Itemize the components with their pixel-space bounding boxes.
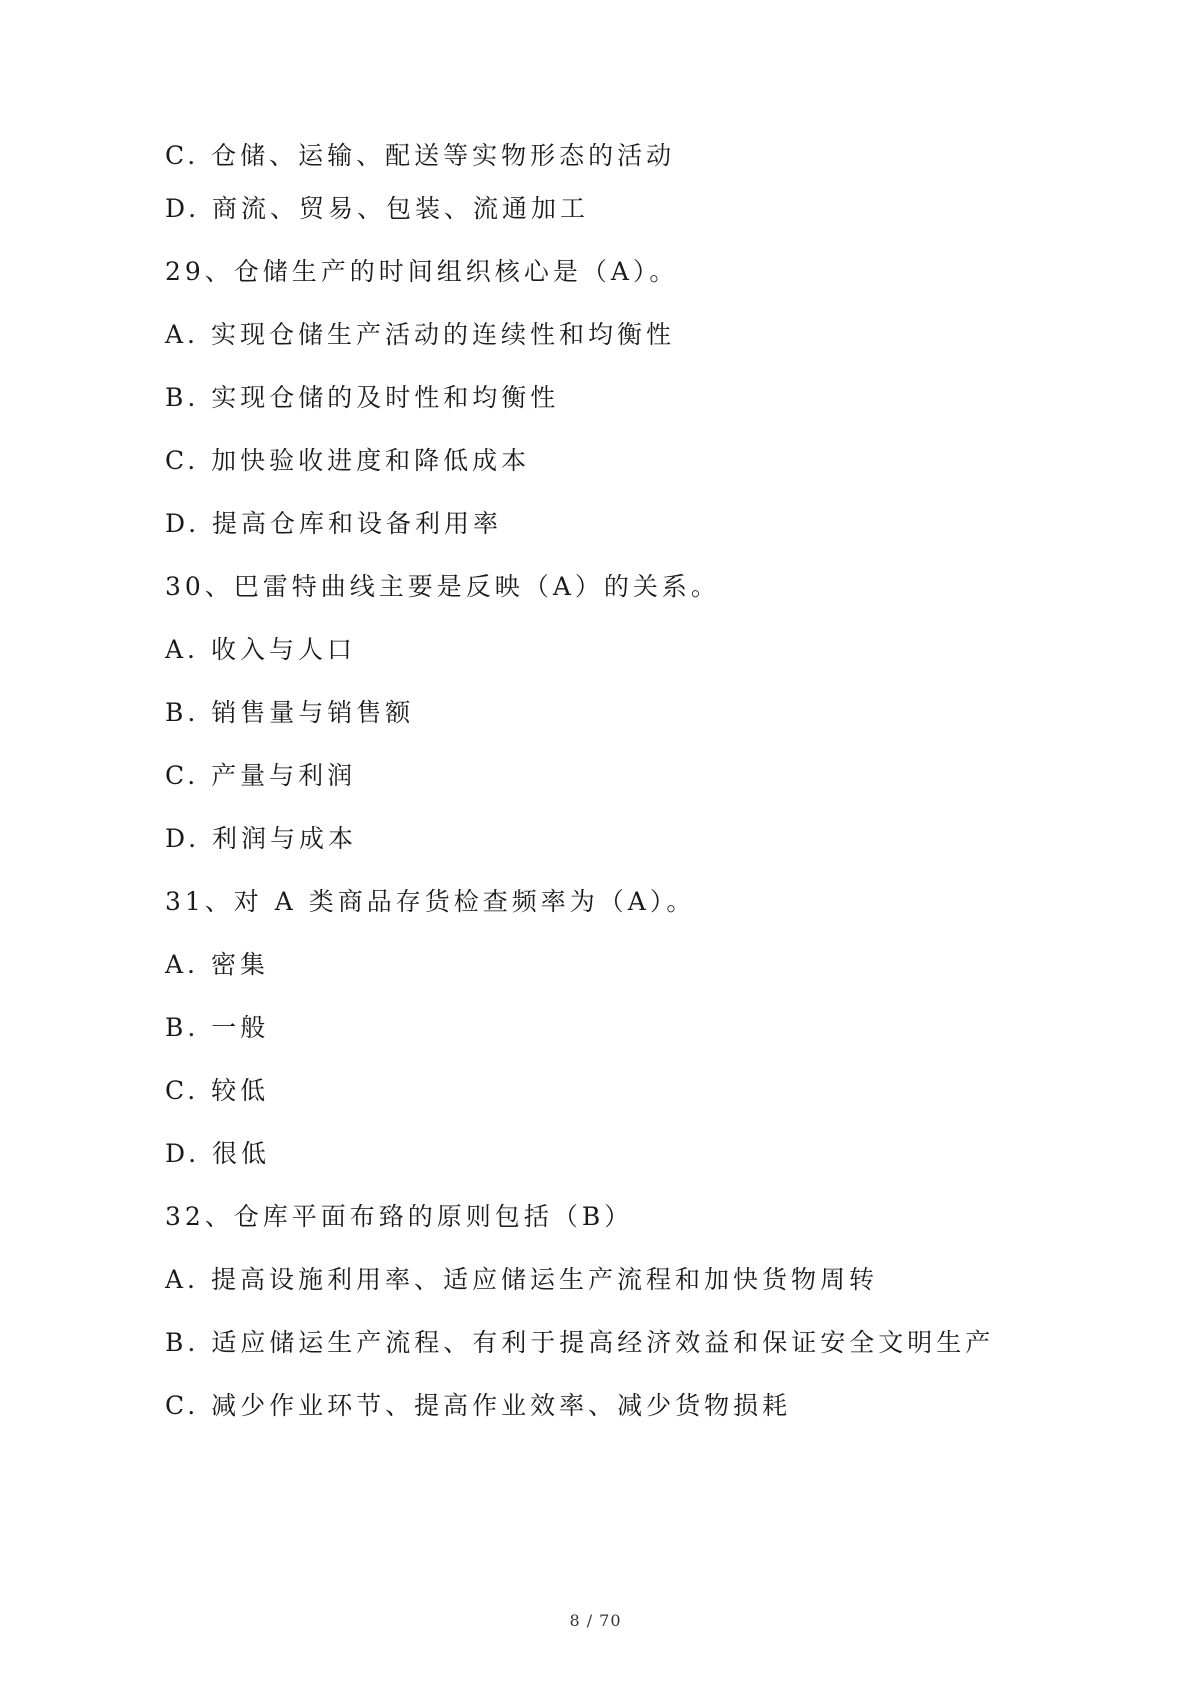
option-d-q30: D. 利润与成本 [165,824,358,853]
option-a-q29: A. 实现仓储生产活动的连续性和均衡性 [165,320,675,349]
option-c-q31: C. 较低 [165,1076,270,1105]
question-32: 32、仓库平面布臵的原则包括（B） [165,1202,634,1231]
option-c-q28: C. 仓储、运输、配送等实物形态的活动 [165,141,676,170]
page-number: 8 / 70 [569,1611,622,1630]
option-b-q30: B. 销售量与销售额 [165,698,415,727]
option-a-q32: A. 提高设施利用率、适应储运生产流程和加快货物周转 [165,1265,878,1294]
question-29: 29、仓储生产的时间组织核心是（A）。 [165,257,679,286]
question-30: 30、巴雷特曲线主要是反映（A）的关系。 [165,572,720,601]
option-d-q28: D. 商流、贸易、包装、流通加工 [165,194,590,223]
option-b-q31: B. 一般 [165,1013,270,1042]
option-b-q29: B. 实现仓储的及时性和均衡性 [165,383,560,412]
option-d-q31: D. 很低 [165,1139,271,1168]
option-b-q32: B. 适应储运生产流程、有利于提高经济效益和保证安全文明生产 [165,1328,995,1357]
option-c-q30: C. 产量与利润 [165,761,357,790]
option-a-q31: A. 密集 [165,950,269,979]
option-c-q32: C. 减少作业环节、提高作业效率、减少货物损耗 [165,1391,792,1420]
option-d-q29: D. 提高仓库和设备利用率 [165,509,503,538]
option-a-q30: A. 收入与人口 [165,635,356,664]
option-c-q29: C. 加快验收进度和降低成本 [165,446,531,475]
question-31: 31、对 A 类商品存货检查频率为（A）。 [165,887,696,916]
